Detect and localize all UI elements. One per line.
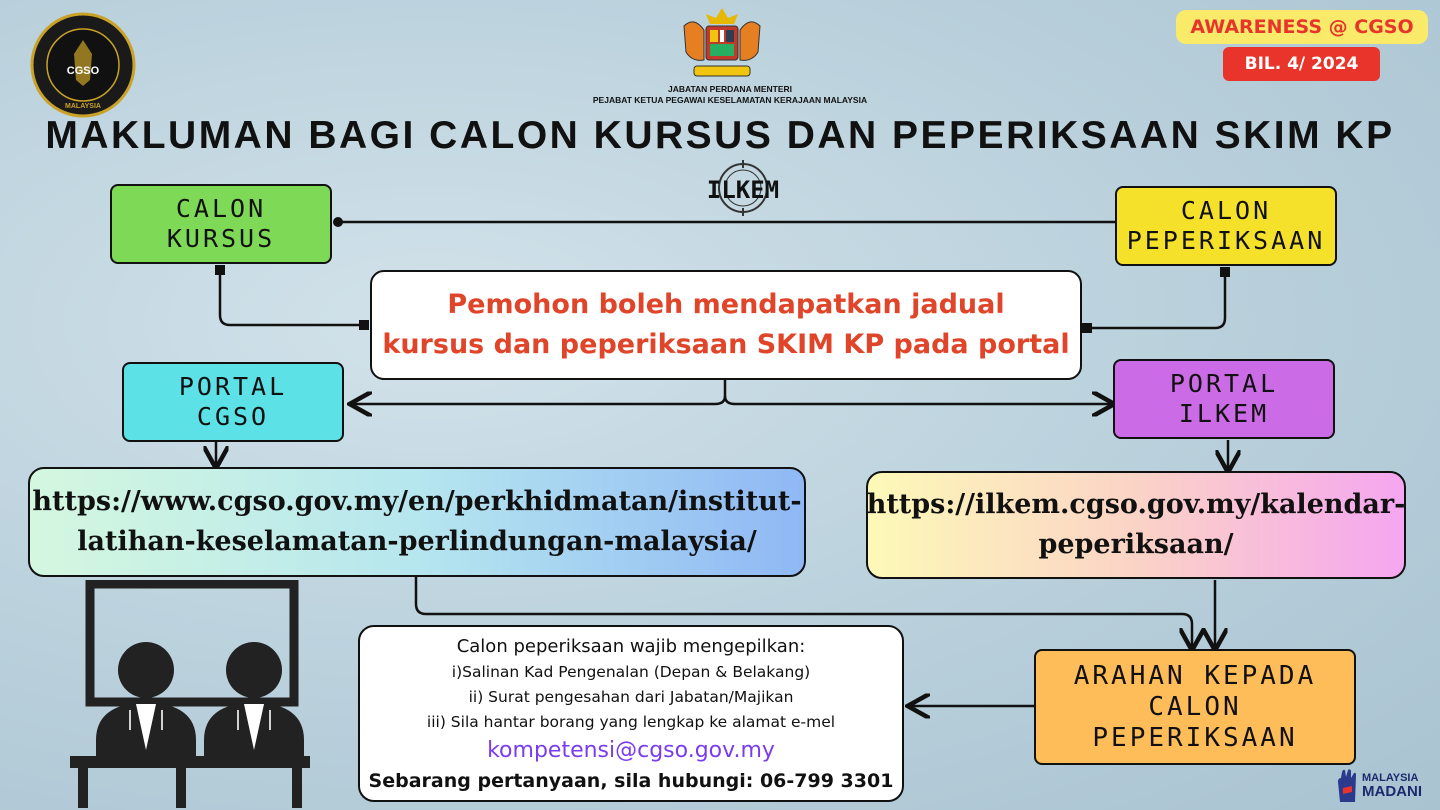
portal-info-line-2: kursus dan peperiksaan SKIM KP pada portal — [382, 329, 1070, 360]
dept-line-2: PEJABAT KETUA PEGAWAI KESELAMATAN KERAJAAN MALAYSIA — [592, 95, 868, 105]
cgso-url-line-1[interactable]: https://www.cgso.gov.my/en/perkhidmatan/institut- — [32, 486, 802, 517]
requirements-heading: Calon peperiksaan wajib mengepilkan: — [456, 636, 806, 657]
exam-candidates-illustration — [56, 580, 312, 808]
portal-ilkem-box — [1113, 359, 1335, 439]
portal-info-box — [370, 270, 1082, 380]
madani-line-2: MADANI — [1362, 783, 1422, 800]
requirement-item-1: i)Salinan Kad Pengenalan (Depan & Belakang) — [451, 663, 811, 681]
ilkem-logo — [690, 160, 796, 216]
ilkem-url-line-2[interactable]: peperiksaan/ — [1038, 529, 1234, 560]
calon-kursus-label: CALON KURSUS — [166, 194, 276, 253]
coat-of-arms-icon — [676, 6, 768, 82]
cgso-logo-text: CGSO — [66, 65, 100, 77]
contact-text: Sebarang pertanyaan, sila hubungi: 06-799 3301 — [368, 770, 894, 792]
madani-hand-icon — [1334, 768, 1360, 804]
email-link[interactable]: kompetensi@cgso.gov.my — [487, 738, 775, 763]
requirements-box — [358, 625, 904, 802]
portal-cgso-box — [122, 362, 344, 442]
page-title: MAKLUMAN BAGI CALON KURSUS DAN PEPERIKSAAN SKIM KP — [45, 114, 1395, 157]
requirement-item-3: iii) Sila hantar borang yang lengkap ke alamat e-mel — [426, 713, 836, 731]
awareness-badge: AWARENESS @ CGSO — [1176, 10, 1428, 44]
cgso-logo — [30, 12, 136, 118]
bil-badge: BIL. 4/ 2024 — [1223, 47, 1380, 81]
madani-line-1: MALAYSIA — [1362, 772, 1419, 784]
ilkem-logo-text: ILKEM — [706, 176, 780, 204]
portal-info-line-1: Pemohon boleh mendapatkan jadual — [447, 289, 1005, 320]
calon-peperiksaan-box — [1115, 186, 1337, 266]
cgso-url-line-2[interactable]: latihan-keselamatan-perlindungan-malaysia/ — [77, 526, 757, 557]
cgso-url-box[interactable] — [28, 467, 806, 577]
portal-cgso-label: PORTAL CGSO — [178, 372, 288, 431]
dept-line-1: JABATAN PERDANA MENTERI — [667, 84, 793, 94]
arahan-box — [1034, 649, 1356, 765]
madani-logo-text — [1362, 772, 1422, 800]
arahan-label: ARAHAN KEPADA CALON PEPERIKSAAN — [1073, 660, 1317, 753]
department-header — [560, 84, 900, 106]
calon-peperiksaan-label: CALON PEPERIKSAAN — [1126, 196, 1326, 255]
portal-ilkem-label: PORTAL ILKEM — [1169, 369, 1279, 428]
calon-kursus-box — [110, 184, 332, 264]
cgso-logo-bottom: MALAYSIA — [65, 103, 101, 110]
requirement-item-2: ii) Surat pengesahan dari Jabatan/Majikan — [468, 688, 794, 706]
ilkem-url-box[interactable] — [866, 471, 1406, 579]
ilkem-url-line-1[interactable]: https://ilkem.cgso.gov.my/kalendar- — [866, 489, 1406, 520]
